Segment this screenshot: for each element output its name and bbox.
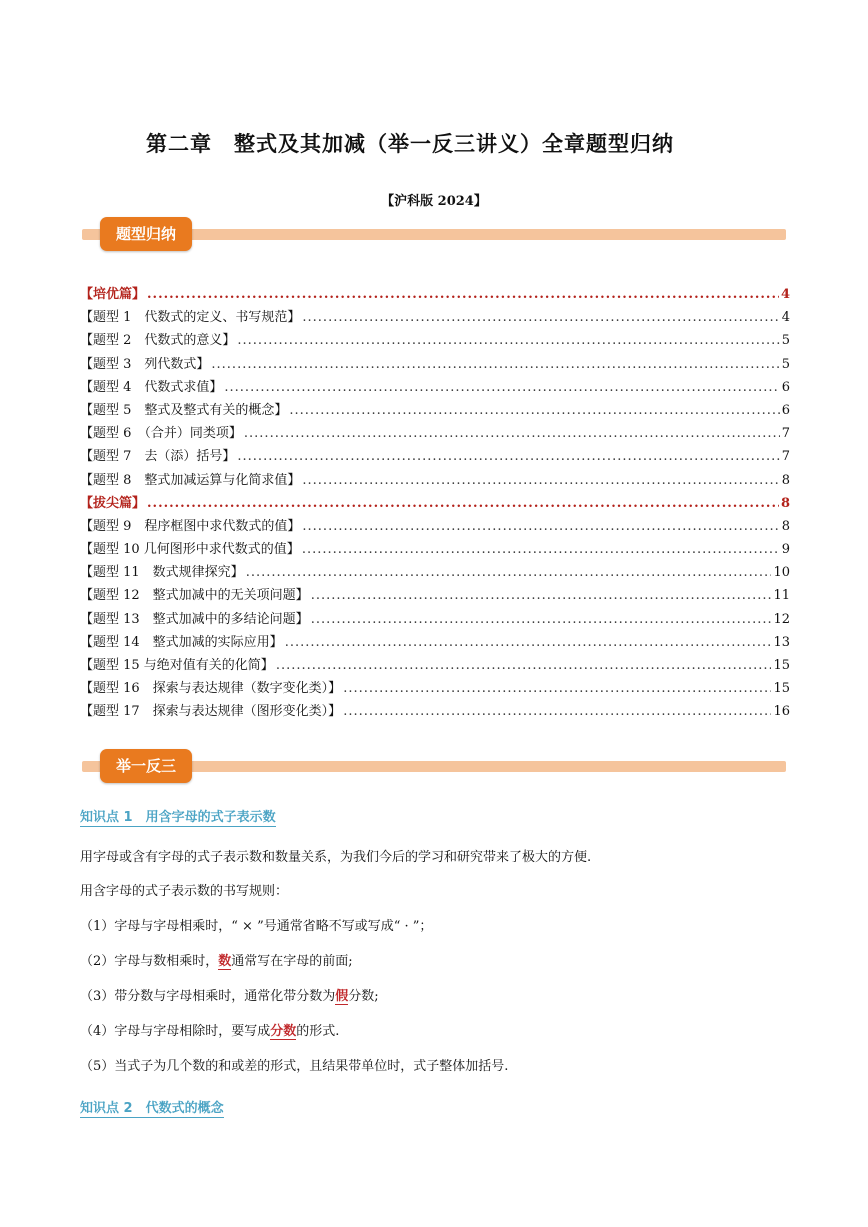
toc-entry-link[interactable] (80, 445, 790, 468)
toc-entry-link[interactable] (80, 654, 790, 677)
toc-leader-dots (311, 584, 772, 607)
rule-3-highlight: 假 (335, 989, 349, 1004)
toc-leader-dots (289, 399, 779, 422)
toc-entry-label: 【题型 14 整式加减的实际应用】 (80, 634, 283, 650)
toc-entry-link[interactable] (80, 399, 790, 422)
toc-entry-link[interactable] (80, 422, 790, 445)
toc-entry-label: 【题型 17 探索与表达规律（图形变化类）】 (80, 704, 342, 720)
toc-leader-dots (237, 445, 779, 468)
table-of-contents (80, 283, 790, 724)
toc-page-number: 15 (773, 658, 790, 673)
toc-entry-label: 【题型 6 （合并）同类项】 (80, 426, 242, 442)
toc-entry-link[interactable] (80, 584, 790, 607)
banner-label: 举一反三 (100, 749, 192, 783)
toc-entry-label: 【题型 10 几何图形中求代数式的值】 (80, 542, 300, 558)
toc-entry-link[interactable] (80, 561, 790, 584)
toc-page-number: 7 (781, 426, 790, 442)
rule-2-highlight: 数 (218, 954, 232, 969)
toc-page-number: 13 (773, 634, 790, 650)
rule-4-text: （4）字母与字母相除时，要写成 (80, 1024, 271, 1039)
knowledge-point-2-heading: 知识点 2 代数式的概念 (80, 1097, 224, 1118)
toc-entry-label: 【题型 4 代数式求值】 (80, 379, 223, 395)
toc-leader-dots (224, 376, 779, 399)
rule-4-text-end: 的形式. (296, 1024, 340, 1039)
toc-leader-dots (147, 492, 779, 515)
toc-entry-link[interactable] (80, 677, 790, 700)
toc-leader-dots (285, 631, 772, 654)
toc-entry-label: 【题型 2 代数式的意义】 (80, 333, 236, 349)
rule-3 (80, 985, 379, 1004)
toc-entry-label: 【培优篇】 (80, 287, 146, 302)
toc-page-number: 15 (773, 681, 790, 697)
toc-entry-label: 【题型 9 程序框图中求代数式的值】 (80, 518, 301, 534)
toc-page-number: 5 (781, 356, 790, 372)
toc-entry-link[interactable] (80, 631, 790, 654)
intro-paragraph: 用字母或含有字母的式子表示数和数量关系，为我们今后的学习和研究带来了极大的方便. (80, 850, 592, 865)
toc-leader-dots (244, 422, 780, 445)
toc-entry-label: 【题型 16 探索与表达规律（数字变化类）】 (80, 681, 342, 697)
rule-2-text-end: 通常写在字母的前面; (231, 954, 353, 969)
rule-2 (80, 950, 353, 969)
toc-leader-dots (343, 677, 771, 700)
toc-page-number: 10 (773, 565, 790, 581)
toc-entry-link[interactable] (80, 608, 790, 631)
toc-entry-link[interactable] (80, 329, 790, 352)
toc-entry-link[interactable] (80, 376, 790, 399)
toc-leader-dots (302, 538, 780, 561)
toc-entry-label: 【题型 11 数式规律探究】 (80, 565, 244, 581)
toc-entry-label: 【题型 7 去（添）括号】 (80, 449, 236, 465)
toc-entry-link[interactable] (80, 353, 790, 376)
toc-page-number: 4 (781, 310, 790, 326)
toc-entry-label: 【题型 13 整式加减中的多结论问题】 (80, 611, 309, 627)
toc-leader-dots (302, 306, 779, 329)
rule-4-highlight: 分数 (270, 1024, 297, 1039)
toc-leader-dots (211, 353, 779, 376)
toc-page-number: 8 (781, 518, 790, 534)
rule-3-text-end: 分数; (348, 989, 379, 1004)
rule-2-text: （2）字母与数相乘时， (80, 954, 219, 969)
toc-leader-dots (237, 329, 779, 352)
toc-page-number: 4 (780, 287, 790, 302)
toc-page-number: 6 (781, 379, 790, 395)
banner-label: 题型归纳 (100, 217, 192, 251)
toc-entry-label: 【题型 3 列代数式】 (80, 356, 210, 372)
toc-page-number: 5 (781, 333, 790, 349)
knowledge-point-1-heading: 知识点 1 用含字母的式子表示数 (80, 806, 276, 827)
rule-3-text: （3）带分数与字母相乘时，通常化带分数为 (80, 989, 336, 1004)
toc-leader-dots (343, 700, 771, 723)
toc-page-number: 7 (781, 449, 790, 465)
toc-page-number: 8 (781, 472, 790, 488)
toc-entry-link[interactable] (80, 538, 790, 561)
toc-entry-link[interactable] (80, 515, 790, 538)
toc-leader-dots (311, 608, 772, 631)
toc-leader-dots (302, 469, 779, 492)
toc-entry-label: 【拔尖篇】 (80, 495, 146, 511)
toc-category-link[interactable] (80, 283, 790, 306)
toc-entry-label: 【题型 15 与绝对值有关的化简】 (80, 658, 274, 673)
toc-page-number: 6 (781, 402, 790, 418)
edition-label: 【沪科版 2024】 (381, 194, 487, 209)
toc-entry-label: 【题型 5 整式及整式有关的概念】 (80, 402, 288, 418)
toc-page-number: 9 (781, 542, 790, 558)
toc-entry-label: 【题型 1 代数式的定义、书写规范】 (80, 310, 301, 326)
rule-5: （5）当式子为几个数的和或差的形式，且结果带单位时，式子整体加括号. (80, 1059, 509, 1074)
toc-leader-dots (246, 561, 772, 584)
toc-page-number: 8 (780, 495, 790, 511)
toc-leader-dots (302, 515, 779, 538)
toc-entry-label: 【题型 8 整式加减运算与化简求值】 (80, 472, 301, 488)
toc-page-number: 16 (773, 704, 790, 720)
rules-title: 用含字母的式子表示数的书写规则： (80, 884, 289, 899)
toc-leader-dots (147, 283, 779, 306)
rule-4 (80, 1020, 339, 1039)
toc-category-link[interactable] (80, 492, 790, 515)
section-banner-toc (82, 217, 786, 253)
toc-entry-link[interactable] (80, 700, 790, 723)
toc-page-number: 12 (773, 611, 790, 627)
toc-entry-link[interactable] (80, 306, 790, 329)
toc-entry-link[interactable] (80, 469, 790, 492)
rule-1: （1）字母与字母相乘时，“ × ”号通常省略不写或写成“ · ”； (80, 919, 433, 934)
page-title: 第二章 整式及其加减（举一反三讲义）全章题型归纳 (146, 132, 674, 156)
toc-page-number: 11 (773, 588, 790, 604)
toc-entry-label: 【题型 12 整式加减中的无关项问题】 (80, 588, 309, 604)
section-banner-practice (82, 749, 786, 785)
toc-leader-dots (276, 654, 772, 677)
